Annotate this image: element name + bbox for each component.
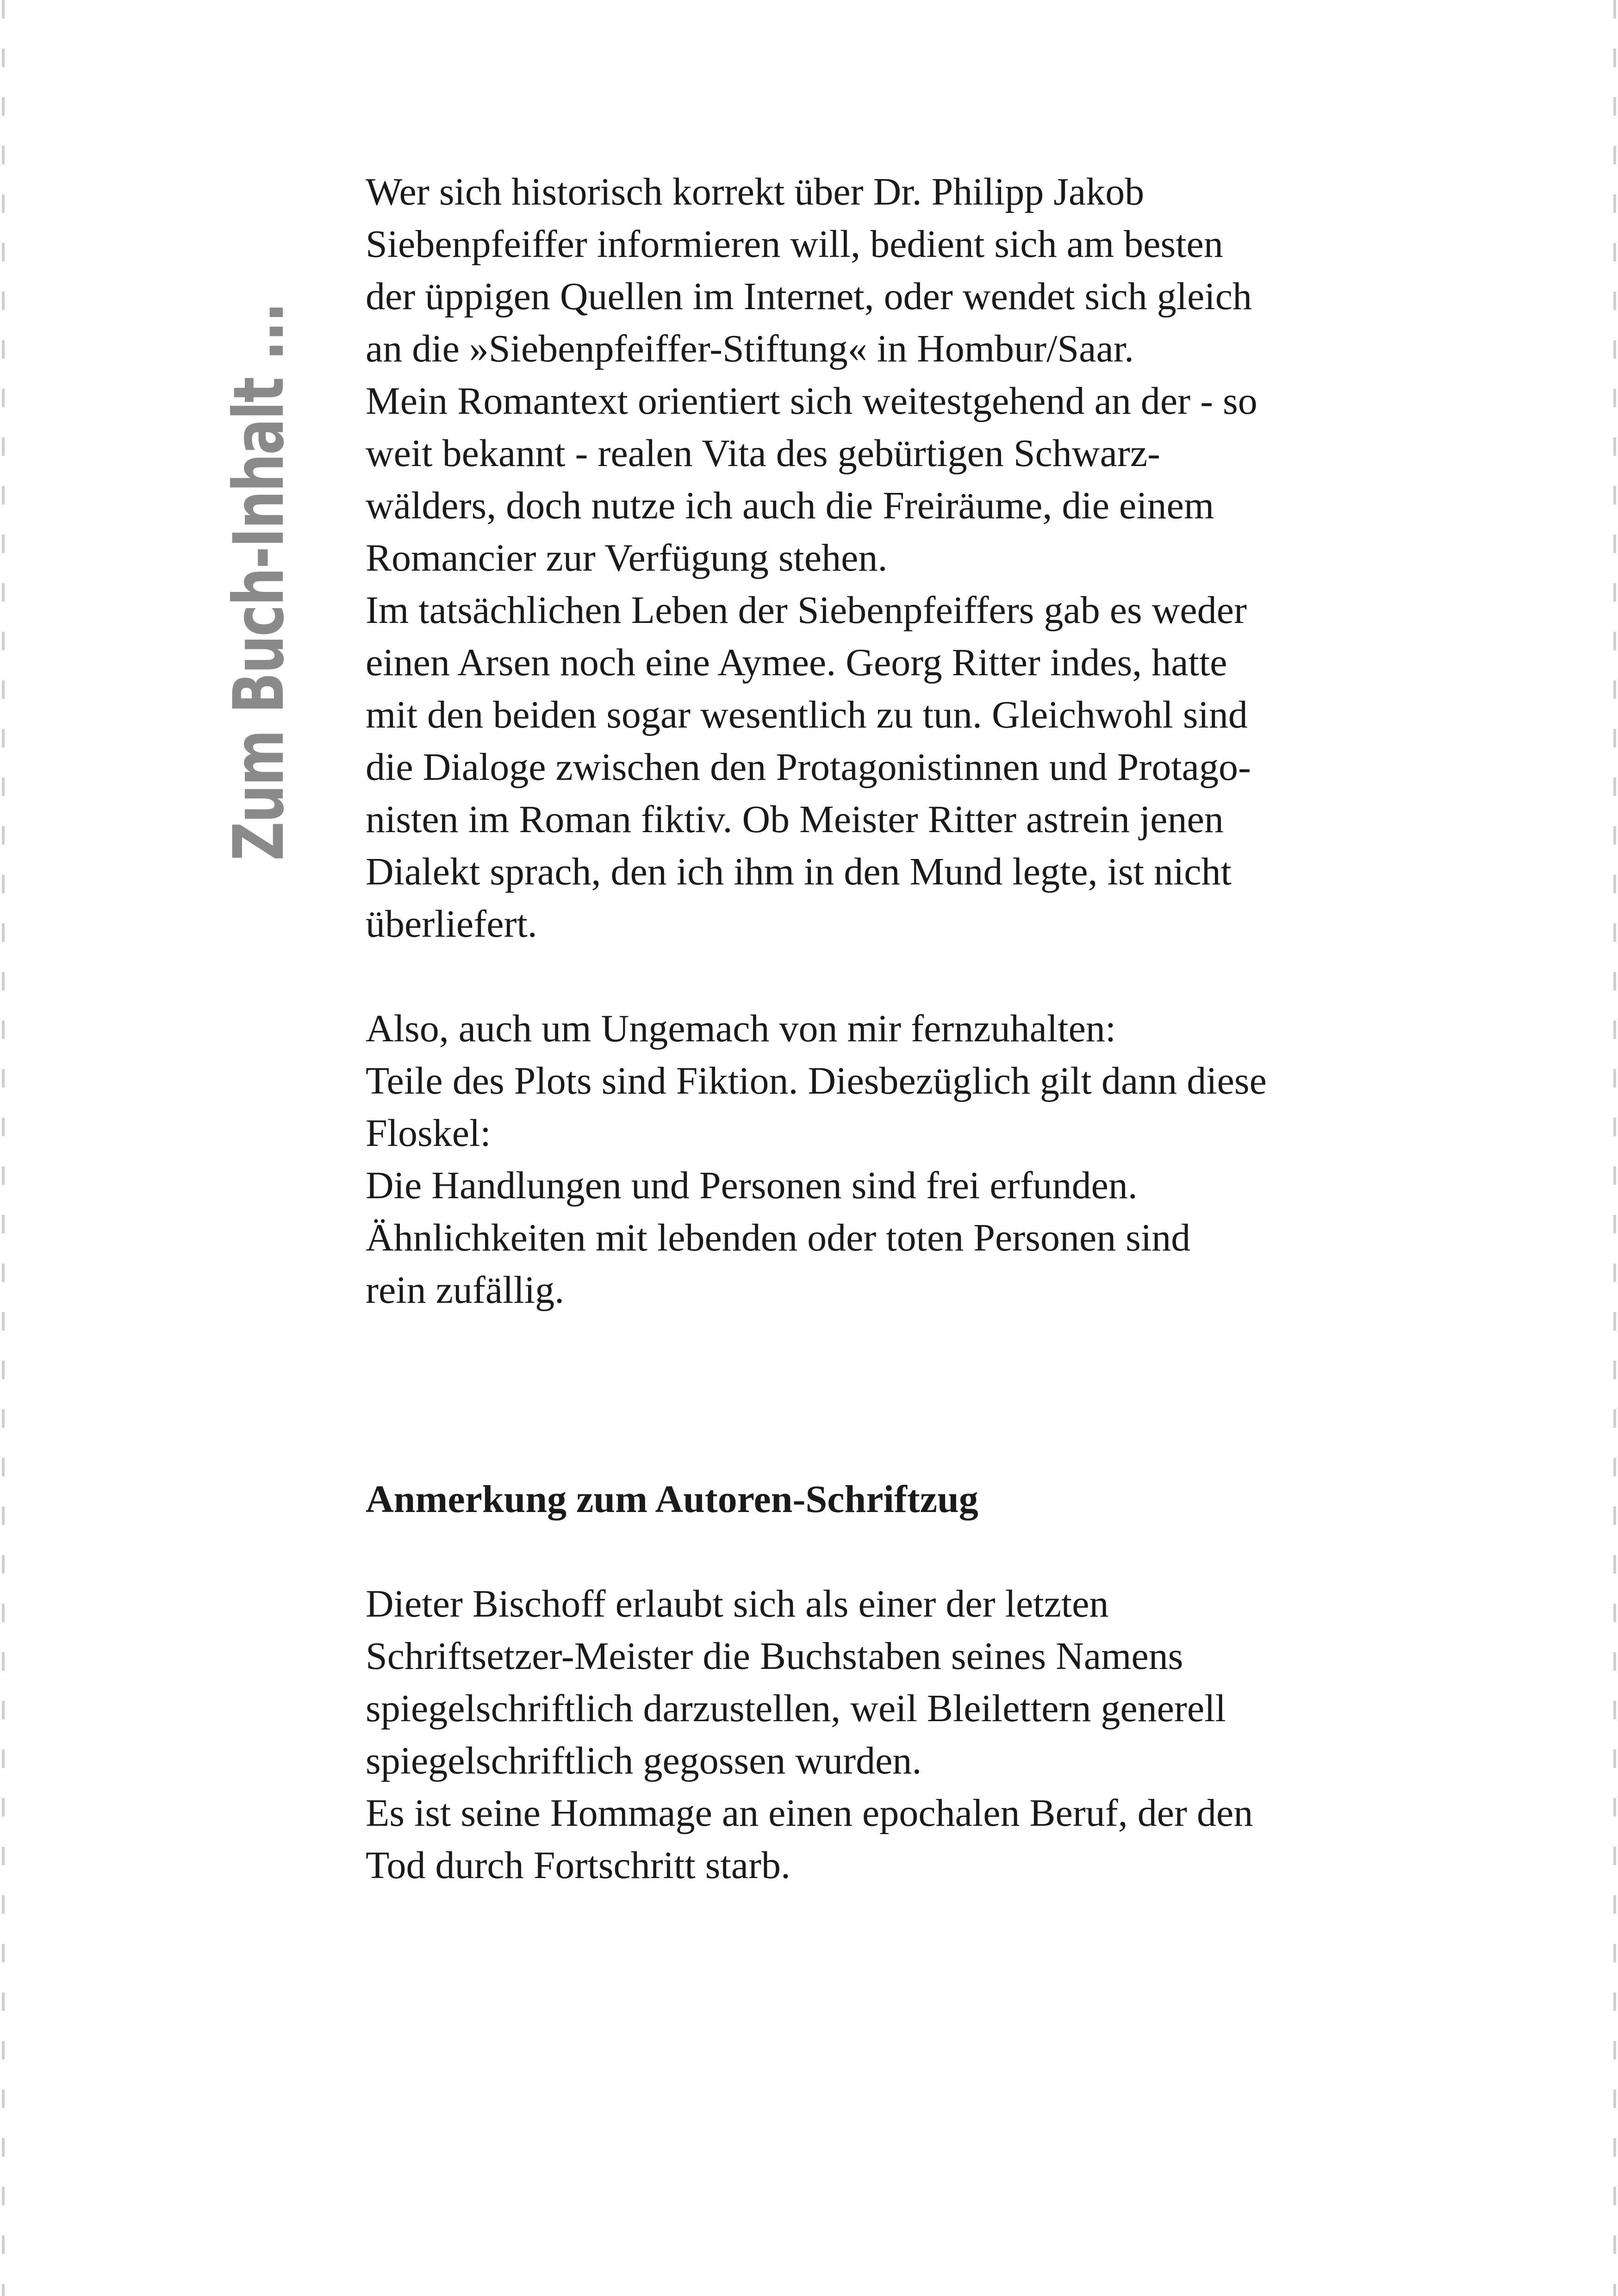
text-line: an die »Siebenpfeiffer-Stiftung« in Hombur/Saar. [366,327,1134,370]
right-dashed-edge [1613,0,1616,2296]
text-line: Tod durch Fortschritt starb. [366,1844,790,1887]
side-title-text: Zum Buch-Inhalt ... [219,303,299,861]
text-line: Dieter Bischoff erlaubt sich als einer der letzten [366,1582,1109,1625]
text-line: Schriftsetzer-Meister die Buchstaben seines Namens [366,1635,1183,1678]
text-line: wälders, doch nutze ich auch die Freiräume, die einem [366,484,1214,527]
text-line: Also, auch um Ungemach von mir fernzuhalten: [366,1007,1116,1050]
text-line: Wer sich historisch korrekt über Dr. Philipp Jakob [366,170,1145,213]
page-content [366,166,1430,1892]
spacer [366,1316,1430,1473]
text-line: rein zufällig. [366,1269,565,1312]
text-line: Romancier zur Verfügung stehen. [366,536,888,579]
text-line: Dialekt sprach, den ich ihm in den Mund legte, ist nicht [366,850,1232,893]
text-line: einen Arsen noch eine Aymee. Georg Ritter indes, hatte [366,641,1227,684]
text-line: Im tatsächlichen Leben der Siebenpfeiffers gab es weder [366,589,1247,632]
text-line: Mein Romantext orientiert sich weitestgehend an der - so [366,380,1257,423]
spacer [366,950,1430,1002]
text-line: Es ist seine Hommage an einen epochalen Beruf, der den [366,1792,1253,1835]
paragraph-intro [366,166,1430,950]
text-line: spiegelschriftlich gegossen wurden. [366,1739,922,1782]
text-line: Siebenpfeiffer informieren will, bedient sich am besten [366,223,1223,266]
text-line: die Dialoge zwischen den Protagonistinnen und Protago- [366,746,1251,789]
text-line: nisten im Roman fiktiv. Ob Meister Ritter astrein jenen [366,798,1224,841]
text-line: Ähnlichkeiten mit lebenden oder toten Personen sind [366,1216,1191,1259]
text-line: weit bekannt - realen Vita des gebürtigen Schwarz- [366,432,1161,475]
text-line: überliefert. [366,902,537,946]
text-line: der üppigen Quellen im Internet, oder wendet sich gleich [366,275,1252,318]
text-line: mit den beiden sogar wesentlich zu tun. Gleichwohl sind [366,693,1248,736]
text-line: Floskel: [366,1112,491,1155]
left-dashed-edge [2,0,5,2296]
text-line: spiegelschriftlich darzustellen, weil Bleilettern generell [366,1687,1226,1730]
spacer [366,1525,1430,1578]
text-line: Die Handlungen und Personen sind frei erfunden. [366,1164,1138,1207]
side-title [213,157,305,861]
text-line: Teile des Plots sind Fiktion. Diesbezüglich gilt dann diese [366,1059,1267,1102]
section-heading: Anmerkung zum Autoren-Schriftzug [366,1478,978,1521]
paragraph-disclaimer [366,1002,1430,1316]
paragraph-author-note [366,1578,1430,1892]
